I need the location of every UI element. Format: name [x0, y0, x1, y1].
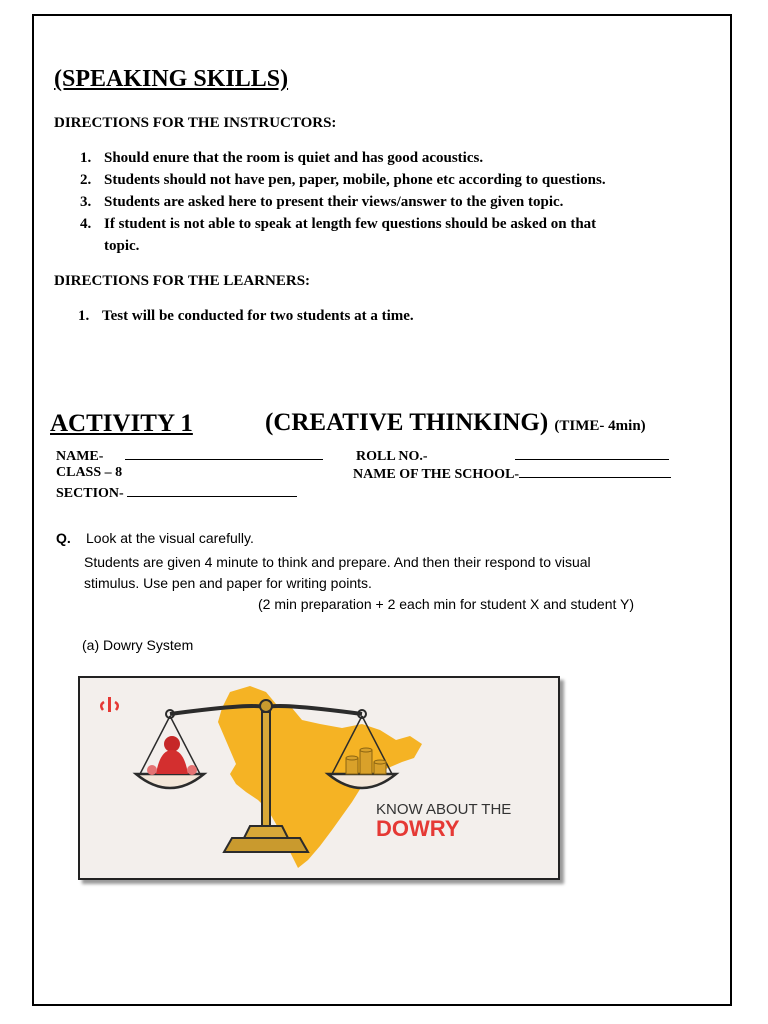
name-line[interactable] [125, 447, 323, 460]
school-field[interactable] [353, 465, 671, 483]
instructor-item-3 [80, 194, 563, 211]
school-label: NAME OF THE SCHOOL- [353, 467, 520, 482]
instructor-item-1 [80, 150, 483, 167]
item-number: 4. [80, 216, 92, 232]
item-text: Should enure that the room is quiet and has good acoustics. [104, 150, 484, 166]
activity-theme [265, 409, 646, 437]
class-field [56, 465, 122, 481]
section-label: SECTION- [56, 486, 124, 501]
item-number: 2. [80, 172, 92, 188]
item-number: 3. [80, 194, 92, 210]
name-label: NAME- [56, 449, 104, 464]
balance-scale-icon [136, 700, 396, 852]
logo-icon [101, 697, 118, 712]
dowry-visual [78, 676, 560, 880]
question-text: Look at the visual carefully. [86, 530, 254, 546]
instructor-item-2 [80, 172, 606, 189]
section-field[interactable] [56, 484, 297, 502]
question-label: Q. [56, 530, 71, 546]
name-field[interactable] [56, 447, 323, 465]
instructor-item-4-cont: topic. [104, 238, 140, 254]
item-text: Test will be conducted for two students at a time. [102, 308, 414, 324]
question-line-2: stimulus. Use pen and paper for writing points. [84, 575, 372, 591]
activity-theme-text: (CREATIVE THINKING) [265, 409, 549, 436]
item-number: 1. [78, 308, 90, 324]
caption-main: DOWRY [376, 816, 460, 841]
question-line-3: (2 min preparation + 2 each min for student X and student Y) [258, 596, 635, 612]
instructor-item-4 [80, 216, 596, 233]
activity-time: (TIME- 4min) [554, 418, 646, 434]
school-line[interactable] [519, 465, 671, 478]
roll-field[interactable] [356, 447, 669, 465]
bride-icon [147, 736, 197, 775]
section-line[interactable] [127, 484, 297, 497]
page-title: (SPEAKING SKILLS) [54, 66, 289, 92]
caption-top: KNOW ABOUT THE [376, 801, 512, 818]
item-text: Students should not have pen, paper, mobile, phone etc according to questions. [104, 172, 606, 188]
roll-label: ROLL NO.- [356, 449, 428, 464]
learner-item-1 [78, 308, 414, 325]
activity-label: ACTIVITY 1 [50, 410, 193, 437]
item-number: 1. [80, 150, 92, 166]
dowry-illustration [80, 678, 558, 878]
learners-heading: DIRECTIONS FOR THE LEARNERS: [54, 273, 311, 289]
roll-line[interactable] [515, 447, 669, 460]
item-text: If student is not able to speak at length few questions should be asked on that [104, 216, 597, 232]
instructors-heading: DIRECTIONS FOR THE INSTRUCTORS: [54, 115, 337, 131]
question-line-1: Students are given 4 minute to think and prepare. And then their respond to visual [84, 554, 591, 570]
class-label: CLASS – 8 [56, 465, 123, 480]
option-a: (a) Dowry System [82, 637, 194, 653]
item-text: Students are asked here to present their views/answer to the given topic. [104, 194, 564, 210]
